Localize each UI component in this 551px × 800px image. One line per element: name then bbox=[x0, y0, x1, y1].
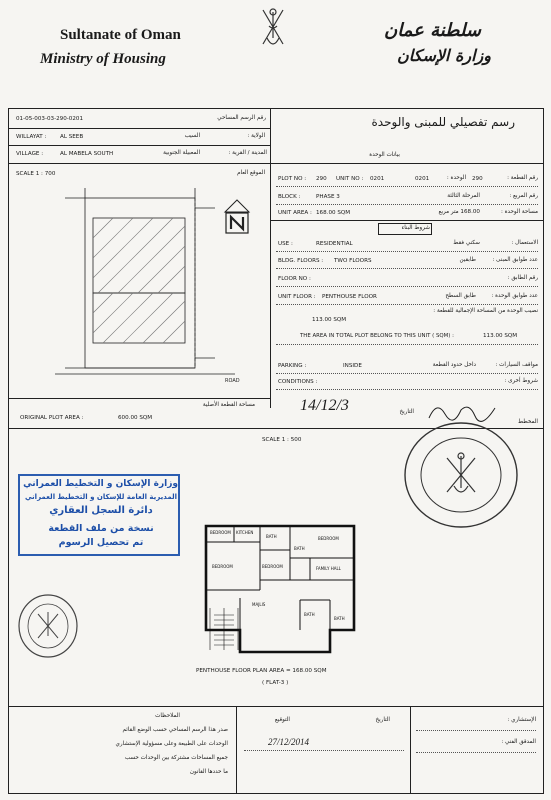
village-label: VILLAGE : bbox=[16, 151, 44, 157]
stamp-line-2: المديرية العامة للإسكان و التخطيط العمراني bbox=[24, 493, 178, 501]
room-label-2: KITCHEN bbox=[236, 530, 254, 535]
parking-value: INSIDE bbox=[343, 363, 362, 369]
official-seal-icon bbox=[402, 420, 520, 530]
unit-no: 0201 bbox=[370, 176, 385, 182]
unit-floor-ar: طابق السطح bbox=[445, 293, 476, 299]
parking-ar: داخل حدود القطعة bbox=[432, 362, 476, 368]
header-title-ar-2: وزارة الإسكان bbox=[396, 46, 491, 65]
date-label-ar: التاريخ bbox=[399, 409, 414, 415]
unit-area-label: UNIT AREA : bbox=[278, 210, 312, 216]
stamp-line-1: وزارة الإسكان و التخطيط العمراني bbox=[23, 479, 178, 489]
floors-label-ar: عدد طوابق المبنى : bbox=[492, 257, 538, 263]
handwritten-date: 14/12/3 bbox=[300, 397, 349, 414]
unit-label-ar: الوحدة : bbox=[446, 175, 466, 181]
willayat-label-ar: الولاية : bbox=[247, 133, 265, 139]
plan-area-caption: PENTHOUSE FLOOR PLAN AREA = 168.00 SQM bbox=[196, 668, 327, 674]
floors-label: BLDG. FLOORS : bbox=[278, 258, 324, 264]
conditions-label-ar: شروط أخرى : bbox=[504, 378, 538, 384]
plan-flat-caption: ( FLAT-3 ) bbox=[262, 680, 289, 686]
small-seal-icon bbox=[16, 592, 80, 660]
use-label: USE : bbox=[278, 241, 293, 247]
plot-no: 290 bbox=[316, 176, 327, 182]
block-ar: المرحلة الثالثة bbox=[447, 193, 480, 199]
checker-label-ar: المدقق الفني : bbox=[501, 739, 536, 745]
room-label-5: BEDROOM bbox=[212, 564, 233, 569]
willayat-value: AL SEEB bbox=[60, 134, 84, 140]
floor-plan-drawing bbox=[200, 520, 360, 660]
note-4: ما حددها القانون bbox=[189, 769, 228, 775]
use-value: RESIDENTIAL bbox=[316, 241, 353, 247]
unit-area-label-ar: مساحة الوحدة : bbox=[500, 209, 538, 215]
header-title-ar-1: سلطنة عمان bbox=[383, 20, 481, 41]
village-value: AL MABELA SOUTH bbox=[60, 151, 114, 157]
registry-stamp bbox=[18, 474, 180, 556]
stamp-line-5: تم تحصيل الرسوم bbox=[58, 537, 144, 548]
room-label-1: BEDROOM bbox=[210, 530, 231, 535]
floor-no-label: FLOOR NO : bbox=[278, 276, 311, 282]
oman-emblem-icon bbox=[255, 4, 291, 52]
parking-label: PARKING : bbox=[278, 363, 307, 369]
floor-no-label-ar: رقم الطابق : bbox=[507, 275, 538, 281]
conditions-label: CONDITIONS : bbox=[278, 379, 318, 385]
building-conditions-ar: شروط البناء bbox=[401, 225, 430, 231]
survey-no-label-ar: رقم الرسم المساحي bbox=[217, 115, 266, 121]
unit-area-ar: 168.00 متر مربع bbox=[438, 209, 480, 215]
village-label-ar: المدينة / القرية : bbox=[228, 150, 267, 156]
plot-no-2: 290 bbox=[472, 176, 483, 182]
block-label: BLOCK : bbox=[278, 194, 301, 200]
site-road-label: ROAD bbox=[225, 378, 240, 384]
header-title-en-2: Ministry of Housing bbox=[40, 51, 166, 67]
plot-no-label: PLOT NO : bbox=[278, 176, 307, 182]
room-label-6: BEDROOM bbox=[262, 564, 283, 569]
unit-no-2: 0201 bbox=[415, 176, 430, 182]
share-value-2: 113.00 SQM bbox=[483, 333, 518, 339]
unit-floor-label-ar: عدد طوابق الوحدة : bbox=[491, 293, 538, 299]
plan-scale: SCALE 1 : 500 bbox=[262, 437, 302, 443]
original-area-ar: مساحة القطعة الأصلية bbox=[202, 402, 255, 408]
room-label-9: BATH bbox=[304, 612, 315, 617]
north-arrow-icon bbox=[222, 198, 252, 236]
consultant-label-ar: الإستشاري : bbox=[507, 717, 536, 723]
survey-no: 01-05-003-03-290-0201 bbox=[16, 116, 84, 122]
building-data-ar: بيانات الوحدة bbox=[369, 152, 400, 158]
room-label-3: BATH bbox=[266, 534, 277, 539]
willayat-label: WILLAYAT : bbox=[16, 134, 47, 140]
room-label-7: FAMILY HALL bbox=[316, 566, 341, 571]
footer-handwritten-date: 27/12/2014 bbox=[268, 737, 310, 747]
parking-label-ar: مواقف السيارات : bbox=[495, 362, 538, 368]
room-label-4: BEDROOM bbox=[318, 536, 339, 541]
notes-title-ar: الملاحظات bbox=[155, 713, 180, 719]
floors-value: TWO FLOORS bbox=[334, 258, 372, 264]
unit-no-label: UNIT NO : bbox=[336, 176, 364, 182]
block-label-ar: رقم المربع : bbox=[509, 193, 538, 199]
block-value: PHASE 3 bbox=[316, 194, 340, 200]
header-title-en-1: Sultanate of Oman bbox=[60, 27, 181, 43]
site-scale: SCALE 1 : 700 bbox=[16, 171, 56, 177]
room-label-8: MAJLIS bbox=[252, 602, 266, 607]
share-value: 113.00 SQM bbox=[312, 317, 347, 323]
plot-label-ar: رقم القطعة : bbox=[507, 175, 538, 181]
note-3: جميع المساحات مشتركة بين الوحدات حسب bbox=[124, 755, 228, 761]
floors-ar: طابقين bbox=[459, 257, 476, 263]
engineer-label-ar: المخطط bbox=[517, 419, 538, 425]
main-title-ar: رسم تفصيلي للمبنى والوحدة bbox=[371, 115, 515, 129]
unit-floor-label: UNIT FLOOR : bbox=[278, 294, 316, 300]
note-2: الوحدات على الطبيعة وعلى مسؤولية الإستشاري bbox=[115, 741, 228, 747]
unit-area: 168.00 SQM bbox=[316, 210, 351, 216]
room-label-10: BATH bbox=[294, 546, 305, 551]
original-area-label: ORIGINAL PLOT AREA : bbox=[20, 415, 84, 421]
original-area-value: 600.00 SQM bbox=[118, 415, 153, 421]
share-en: THE AREA IN TOTAL PLOT BELONG TO THIS UNIT ( SQM) : bbox=[300, 333, 454, 339]
village-ar: المعبيلة الجنوبية bbox=[163, 150, 200, 156]
share-ar: نصيب الوحدة من المساحة الإجمالية للقطعة : bbox=[433, 308, 538, 314]
unit-floor-value: PENTHOUSE FLOOR bbox=[322, 294, 377, 300]
site-location-ar: الموقع العام bbox=[237, 170, 265, 176]
willayat-ar: السيب bbox=[184, 133, 200, 139]
use-label-ar: الاستعمال : bbox=[511, 240, 538, 246]
footer-signature-label-ar: التوقيع bbox=[274, 717, 290, 723]
use-ar: سكني فقط bbox=[453, 240, 480, 246]
note-1: صدر هذا الرسم المساحي حسب الوضع القائم bbox=[122, 727, 228, 733]
stamp-line-3: دائرة السجل العقاري bbox=[49, 505, 153, 516]
stamp-line-4: نسخة من ملف القطعة bbox=[48, 523, 154, 534]
footer-date-label-ar: التاريخ bbox=[375, 717, 390, 723]
room-label-11: BATH bbox=[334, 616, 345, 621]
